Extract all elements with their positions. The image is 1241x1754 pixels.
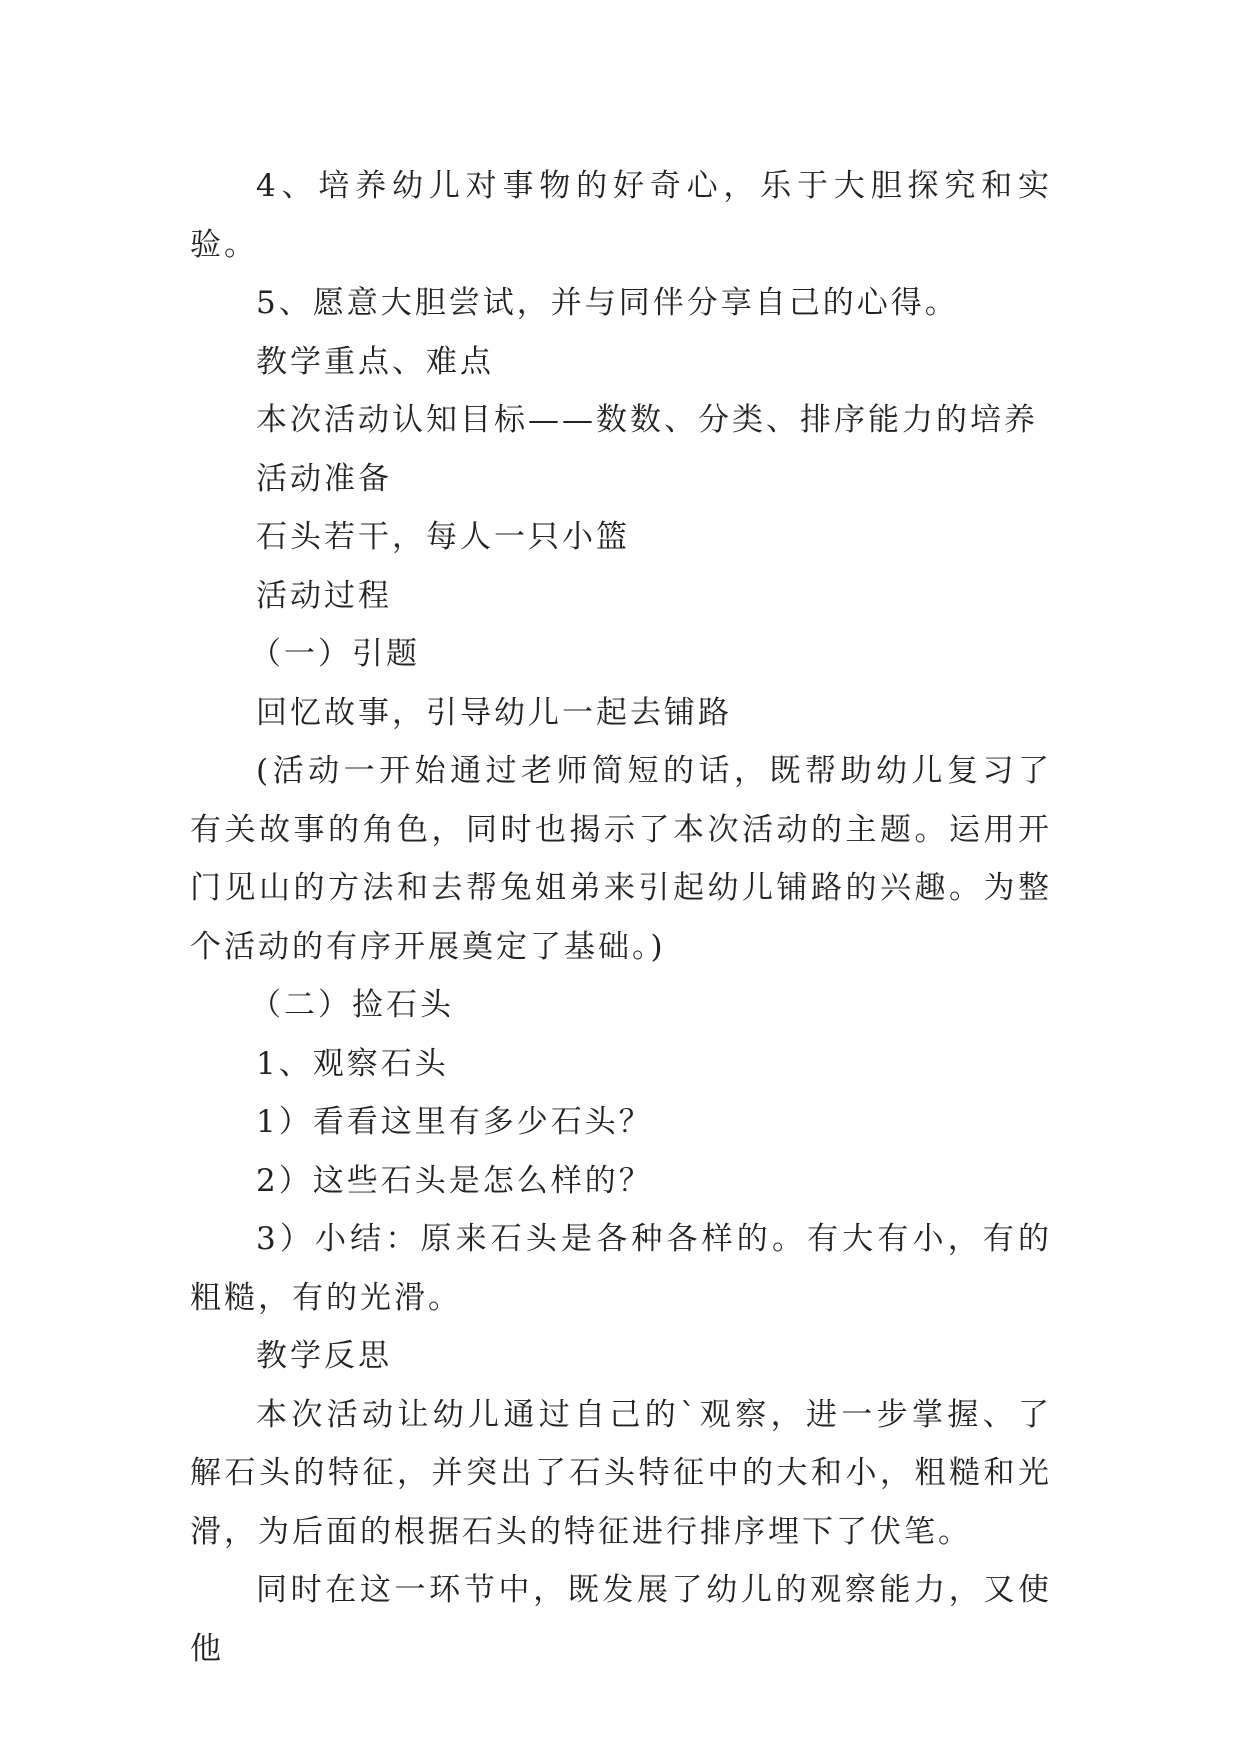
document-body (190, 157, 1052, 1678)
question-1: 1）看看这里有多少石头？ (256, 1104, 653, 1140)
section-2-title: （二）捡石头 (250, 987, 454, 1023)
step-observe: 1、观察石头 (256, 1045, 449, 1082)
heading-process: 活动过程 (256, 577, 392, 614)
heading-reflection: 教学反思 (256, 1338, 392, 1374)
section-1-text: 回忆故事，引导幼儿一起去铺路 (256, 694, 732, 731)
key-points-text: 本次活动认知目标——数数、分类、排序能力的培养 (256, 402, 1038, 438)
reflection-text-2: 同时在这一环节中，既发展了幼儿的观察能力，又使他 (190, 1572, 1052, 1667)
heading-key-points: 教学重点、难点 (256, 343, 494, 380)
section-1-title: （一）引题 (250, 636, 420, 672)
section-1-note: (活动一开始通过老师简短的话，既帮助幼儿复习了有关故事的角色，同时也揭示了本次活动的主题。运用开门见山的方法和去帮兔姐弟来引起幼儿铺路的兴趣。为整个活动的有序开展奠定了基础。) (190, 753, 1052, 965)
summary-3: 3）小结：原来石头是各种各样的。有大有小，有的粗糙，有的光滑。 (190, 1221, 1052, 1316)
objective-5: 5、愿意大胆尝试，并与同伴分享自己的心得。 (256, 285, 959, 321)
question-2: 2）这些石头是怎么样的？ (256, 1162, 653, 1199)
heading-preparation: 活动准备 (256, 460, 392, 497)
preparation-text: 石头若干，每人一只小篮 (256, 519, 630, 555)
objective-4: 4、培养幼儿对事物的好奇心，乐于大胆探究和实验。 (190, 168, 1052, 263)
reflection-text-1: 本次活动让幼儿通过自己的`观察，进一步掌握、了解石头的特征，并突出了石头特征中的大和小，粗糙和光滑，为后面的根据石头的特征进行排序埋下了伏笔。 (190, 1396, 1052, 1550)
